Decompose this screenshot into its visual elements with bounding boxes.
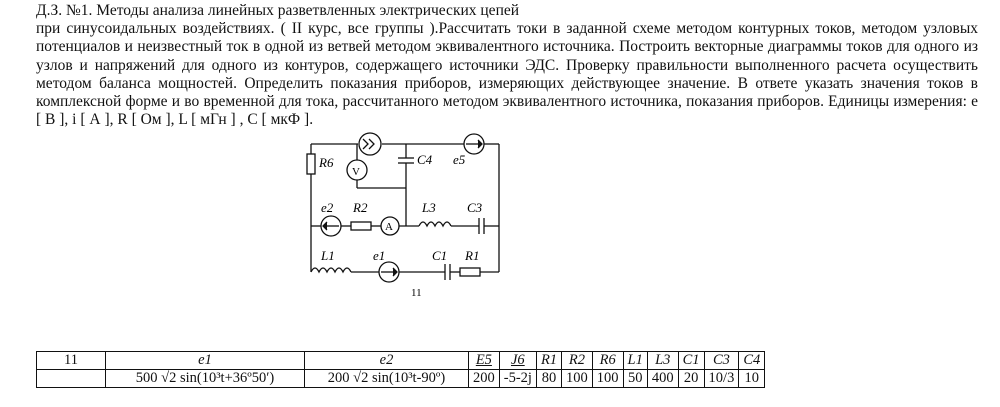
label-c4: C4 [417, 152, 433, 167]
table-cell: -5-2j [499, 370, 536, 388]
label-e5: e5 [453, 152, 466, 167]
ammeter-symbol: A [385, 221, 393, 233]
table-cell: R1 [536, 352, 561, 370]
label-variant: 11 [411, 287, 422, 299]
table-cell: e2 [305, 352, 469, 370]
label-c3: C3 [467, 200, 483, 215]
voltmeter-symbol: V [352, 166, 360, 178]
table-cell: 100 [592, 370, 623, 388]
table-cell: L3 [647, 352, 678, 370]
table-cell: 20 [678, 370, 704, 388]
table-cell: e1 [106, 352, 305, 370]
parameters-table [36, 351, 765, 388]
table-cell: C3 [704, 352, 739, 370]
table-cell: R2 [562, 352, 593, 370]
table-cell: L1 [623, 352, 647, 370]
table-cell: 200 √2 sin(10³t-90º) [305, 370, 469, 388]
task-text [36, 2, 978, 129]
table-cell [37, 370, 106, 388]
circuit-diagram [295, 130, 515, 305]
table-header-row [37, 352, 765, 370]
table-cell: C1 [678, 352, 704, 370]
table-row [37, 370, 765, 388]
table-cell: 200 [469, 370, 500, 388]
table-cell: 400 [647, 370, 678, 388]
label-r2: R2 [353, 200, 368, 215]
label-e2: e2 [321, 200, 334, 215]
table-cell: R6 [592, 352, 623, 370]
table-cell: 10 [739, 370, 765, 388]
table-cell: 100 [562, 370, 593, 388]
table-cell: 11 [37, 352, 106, 370]
table-cell: E5 [469, 352, 500, 370]
table-cell: 500 √2 sin(10³t+36º50′) [106, 370, 305, 388]
task-title: Д.З. №1. Методы анализа линейных разветвленных электрических цепей [36, 2, 520, 19]
label-r6: R6 [319, 155, 334, 170]
table-cell: J6 [499, 352, 536, 370]
label-r1: R1 [465, 248, 480, 263]
label-l1: L1 [321, 248, 335, 263]
label-c1: C1 [432, 248, 448, 263]
label-e1: e1 [373, 248, 386, 263]
table-cell: 80 [536, 370, 561, 388]
label-l3: L3 [422, 200, 436, 215]
task-description: при синусоидальных воздействиях. ( II курс, все группы ).Рассчитать токи в заданной схеме методом контурных токов, методом узловых потенциалов и неизвестный ток в одной из ветвей методом эквивалентного источника. Построить векторные диаграммы токов для одного из узлов и напряжений для одного из контуров, содержащего источники ЭДС. Проверку правильности выполненного расчета осуществить методом баланса мощностей. Определить показания приборов, измеряющих действующее значение. В ответе указать значения токов в комплексной форме и во временной для тока, рассчитанного методом эквивалентного источника, показания приборов. Единицы измерения: e [ В ], i [ А ], R [ Ом ], L [ мГн ] , C [ мкФ ]. [36, 20, 978, 129]
table-cell: C4 [739, 352, 765, 370]
table-cell: 50 [623, 370, 647, 388]
table-cell: 10/3 [704, 370, 739, 388]
